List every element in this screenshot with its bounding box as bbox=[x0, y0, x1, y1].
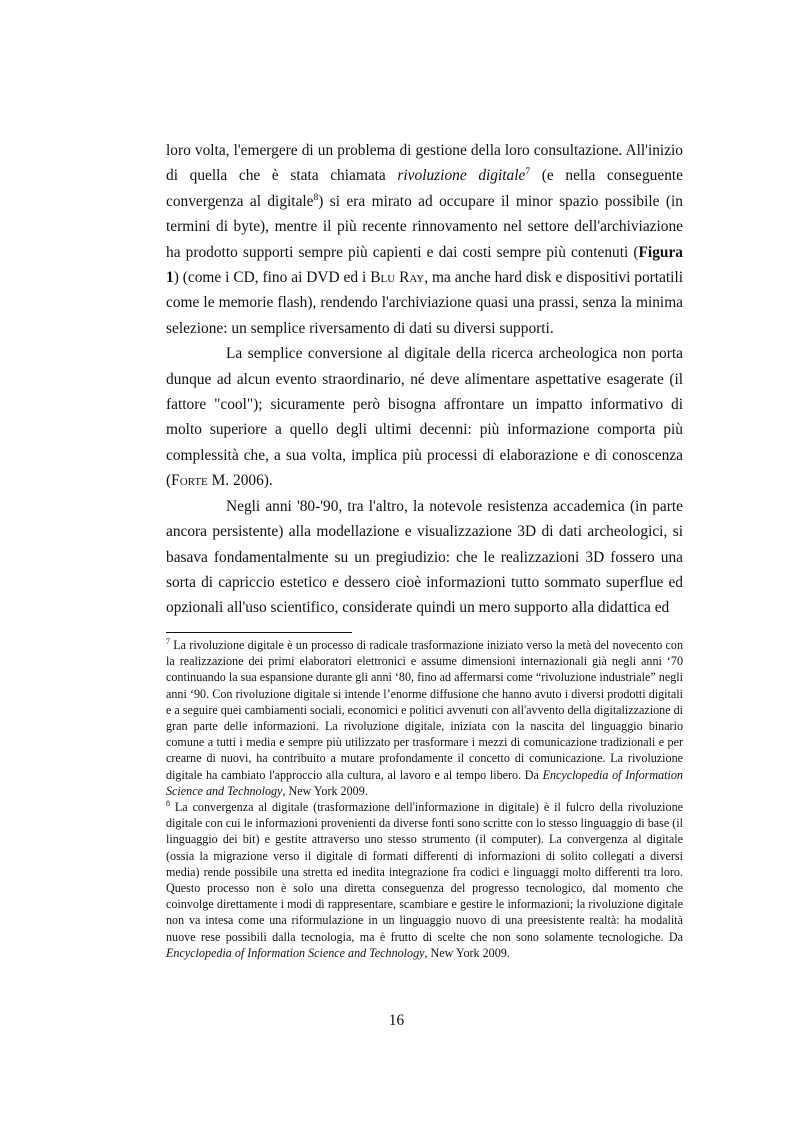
figure-reference: Figura 1 bbox=[166, 243, 683, 287]
footnote-8-source: Encyclopedia of Information Science and Technology bbox=[166, 945, 425, 960]
footnote-ref-7[interactable]: 7 bbox=[525, 167, 531, 178]
footnote-ref-8[interactable]: 8 bbox=[313, 192, 319, 203]
body-text bbox=[166, 138, 683, 621]
paragraph-1: loro volta, l'emergere di un problema di gestione della loro consultazione. All'inizio di quella che è stata chiamata rivoluzione digitale$^7$ (e nella conseguente convergenza al digitale$^8$) si era mirato ad occupare il minor spazio possibile (in termini di byte), mentre il più recente rinnovamento nel settore dell'archiviazione ha prodotto supporti sempre più capienti e dai costi sempre più contenuti (Figura 1) (come i CD, fino ai DVD ed i Blu Ray, ma anche hard disk e dispositivi portatili come le memorie flash), rendendo l'archiviazione quasi una prassi, senza la minima selezione: un semplice riversamento di dati su diversi supporti. bbox=[166, 142, 684, 337]
footnote-divider bbox=[166, 632, 352, 633]
paragraph-2: La semplice conversione al digitale della ricerca archeologica non porta dunque ad alcun evento straordinario, né deve alimentare aspettative esagerate (il fattore "cool"); sicuramente però bisogna affrontare un impatto informativo di molto superiore a quello degli ultimi decenni: più informazione comporta più complessità che, a sua volta, implica più processi di elaborazione e di conoscenza (Forte M. 2006). bbox=[166, 345, 683, 490]
term-rivoluzione-digitale: rivoluzione digitale bbox=[397, 167, 526, 185]
footnote-number-8: 8 bbox=[166, 799, 170, 809]
footnote-8: $^8$ La convergenza al digitale (trasformazione dell'informazione in digitale) è il fulcro della rivoluzione digitale con cui le informazioni provenienti da diverse fonti sono scritte con lo stesso linguaggio di base (il linguaggio dei bit) e gestite attraverso uno stesso strumento (il computer). La convergenza al digitale (ossia la migrazione verso il digitale di formati differenti di informazioni di solito collegati a diversi media) rende possibile una stretta ed inedita integrazione fra codici e linguaggi molto differenti tra loro. Questo processo non è solo una diretta conseguenza del progresso tecnologico, dal momento che coinvolge direttamente i modi di rappresentare, scambiare e gestire le informazioni; la rivoluzione digitale non va intesa come una riformulazione in un linguaggio nuovo di una preesistente realtà: ha modalità nuove rese possibili dalla tecnologia, ma è frutto di scelte che non sono solamente tecnologiche. Da Encyclopedia of Information Science and Technology, New York 2009. bbox=[166, 799, 683, 960]
page-number: 16 bbox=[388, 1012, 405, 1029]
term-blu-ray: Blu Ray bbox=[370, 269, 425, 287]
footnotes bbox=[166, 637, 683, 961]
footnote-number-7: 7 bbox=[166, 637, 170, 646]
citation-author: Forte bbox=[171, 472, 208, 490]
paragraph-3: Negli anni '80-'90, tra l'altro, la notevole resistenza accademica (in parte ancora persistente) alla modellazione e visualizzazione 3D di dati archeologici, si basava fondamentalmente su un pregiudizio: che le realizzazioni 3D fossero una sorta di capriccio estetico e dessero cioè informazioni tutto sommato superflue ed opzionali all'uso scientifico, considerate quindi un mero supporto alla didattica ed bbox=[166, 497, 683, 617]
footnote-7-source: Encyclopedia of Information Science and Technology bbox=[166, 767, 683, 798]
footnote-7: $^7$ La rivoluzione digitale è un processo di radicale trasformazione iniziato verso la metà del novecento con la realizzazione dei primi elaboratori elettronici e assume dimensioni internazionali già negli anni ‘70 continuando la sua espansione durante gli anni ‘80, fino ad affermarsi come “rivoluzione industriale” negli anni ‘90. Con rivoluzione digitale si intende l’enorme diffusione che hanno avuto i diversi prodotti digitali e a seguire quei cambiamenti sociali, economici e politici avvenuti con all'avvento della digitalizzazione di gran parte delle informazioni. La rivoluzione digitale, iniziata con la nascita del linguaggio binario comune a tutti i media e sempre più utilizzato per trasformare i mezzi di comunicazione tradizionali e per crearne di nuovi, ha contribuito a mutare profondamente il concetto di comunicazione. La rivoluzione digitale ha cambiato l'approccio alla cultura, al lavoro e al tempo libero. Da Encyclopedia of Information Science and Technology, New York 2009. bbox=[166, 637, 683, 798]
